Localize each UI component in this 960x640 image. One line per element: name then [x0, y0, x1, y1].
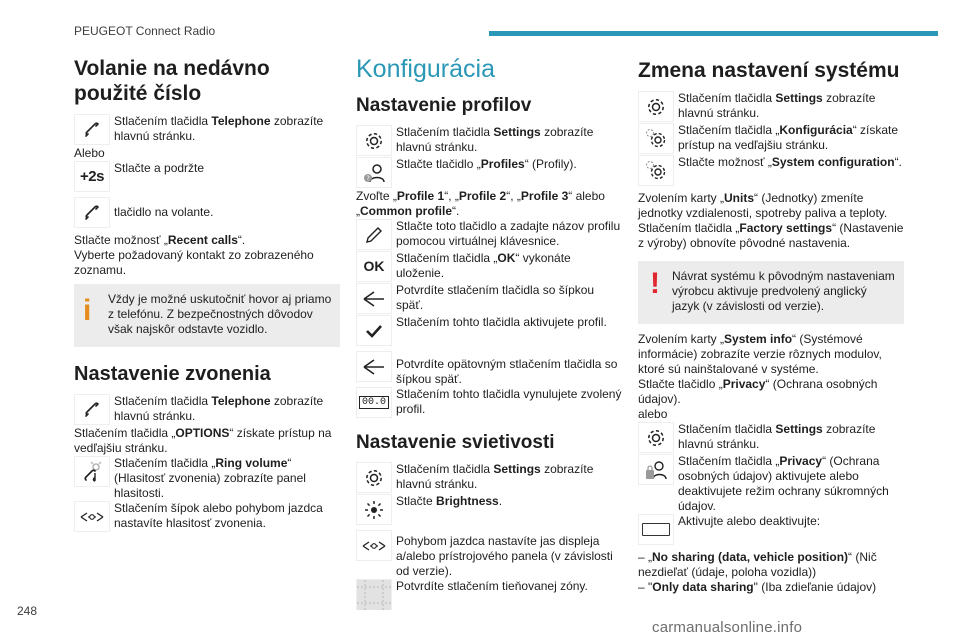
- step-brightness: Stlačte Brightness.: [356, 494, 622, 526]
- brightness-sun-icon[interactable]: [356, 494, 392, 525]
- text-choose-profile: Zvoľte „Profile 1“, „Profile 2“, „Profile 3“ alebo „Common profile“.: [356, 189, 605, 218]
- step-volume-slider: Stlačením šípok alebo pohybom jazdca nastavíte hlasitosť zvonenia.: [74, 501, 340, 533]
- step-profiles: ? Stlačte tlačidlo „Profiles“ (Profily).: [356, 157, 622, 189]
- warning-icon: !: [650, 267, 660, 300]
- slider-arrows-icon[interactable]: [356, 530, 392, 561]
- ok-button-icon[interactable]: OK: [356, 251, 392, 282]
- text-units: Zvolením karty „Units“ (Jednotky) zmeníte jednotky vzdialenosti, spotreby paliva a teploty.: [638, 191, 888, 220]
- header-accent-bar: [489, 31, 938, 36]
- settings-gear-icon[interactable]: [356, 125, 392, 156]
- column-left: [74, 48, 340, 533]
- configuration-gears-icon[interactable]: [638, 155, 674, 186]
- reset-counter-icon[interactable]: 00.0: [356, 387, 392, 418]
- step-ok: OK Stlačením tlačidla „OK“ vykonáte uloženie.: [356, 251, 622, 283]
- list-item-data-sharing: – "Only data sharing" (Iba zdieľanie údajov): [638, 580, 877, 594]
- toggle-switch-icon[interactable]: [638, 514, 674, 545]
- section-title-recent-call: Volanie na nedávno použité číslo: [74, 57, 270, 105]
- step-telephone: Stlačením tlačidla Telephone zobrazíte hlavnú stránku.: [74, 114, 340, 146]
- watermark: carmanualsonline.info: [652, 619, 803, 636]
- list-item-no-sharing: – „No sharing (data, vehicle position)“ (Nič nezdieľať (údaje, poloha vozidla)): [638, 550, 877, 579]
- text-alebo: Alebo: [74, 146, 105, 160]
- settings-gear-icon[interactable]: [356, 462, 392, 493]
- text-factory-settings: Stlačením tlačidla „Factory settings“ (Nastavenie z výroby) obnovíte pôvodné nastavenia.: [638, 221, 904, 250]
- info-icon: i: [83, 294, 92, 327]
- step-steering-button: tlačidlo na volante.: [74, 197, 340, 229]
- section-title-profiles: Nastavenie profilov: [356, 95, 532, 116]
- phone-handset-icon: [74, 197, 110, 228]
- header-title: PEUGEOT Connect Radio: [74, 24, 216, 38]
- configuration-gears-icon[interactable]: [638, 123, 674, 154]
- back-arrow-icon[interactable]: [356, 351, 392, 382]
- privacy-icon[interactable]: [638, 454, 674, 485]
- telephone-icon[interactable]: [74, 394, 110, 425]
- text-recent-calls: Stlačte možnosť „Recent calls“.: [74, 233, 246, 247]
- settings-gear-icon[interactable]: [638, 91, 674, 122]
- svg-text:?: ?: [366, 174, 371, 182]
- slider-arrows-icon[interactable]: [74, 501, 110, 532]
- checkmark-icon[interactable]: [356, 315, 392, 346]
- step-activate: Stlačením tohto tlačidla aktivujete profil.: [356, 315, 622, 347]
- settings-gear-icon[interactable]: [638, 422, 674, 453]
- step-back-2: Potvrdíte opätovným stlačením tlačidla so šípkou späť.: [356, 351, 622, 387]
- step-toggle: Aktivujte alebo deaktivujte:: [638, 514, 904, 546]
- pencil-icon[interactable]: [356, 219, 392, 250]
- text-system-info: Zvolením karty „System info“ (Systémové informácie) zobrazíte verzie rôznych modulov, ktoré sú nainštalované v systéme.: [638, 332, 882, 376]
- column-right: [638, 48, 904, 595]
- step-brightness-settings: Stlačením tlačidla Settings zobrazíte hlavnú stránku.: [356, 462, 622, 494]
- telephone-icon[interactable]: [74, 114, 110, 145]
- section-title-ringtone: Nastavenie zvonenia: [74, 363, 271, 385]
- step-shaded-zone: Potvrdíte stlačením tieňovanej zóny.: [356, 579, 622, 611]
- step-system-configuration: Stlačte možnosť „System configuration“.: [638, 155, 904, 187]
- step-configuration: Stlačením tlačidla „Konfigurácia“ získate prístup na vedľajšiu stránku.: [638, 123, 904, 155]
- section-title-configuration: Konfigurácia: [356, 55, 495, 83]
- step-sys-settings: Stlačením tlačidla Settings zobrazíte hlavnú stránku.: [638, 91, 904, 123]
- back-arrow-icon[interactable]: [356, 283, 392, 314]
- step-edit-name: Stlačte toto tlačidlo a zadajte názov profilu pomocou virtuálnej klávesnice.: [356, 219, 622, 251]
- column-middle: [356, 48, 622, 611]
- info-note: i Vždy je možné uskutočniť hovor aj priamo z telefónu. Z bezpečnostných dôvodov však najskôr odstavte vozidlo.: [74, 284, 340, 347]
- section-title-system-settings: Zmena nastavení systému: [638, 59, 900, 82]
- shaded-zone-icon[interactable]: [356, 579, 392, 610]
- warning-note: ! Návrat systému k pôvodným nastaveniam výrobcu aktivuje predvolený anglický jazyk (v závislosti od verzie).: [638, 261, 904, 324]
- step-reset: 00.0 Stlačením tohto tlačidla vynulujete zvolený profil.: [356, 387, 622, 419]
- text-select-contact: Vyberte požadovaný kontakt zo zobrazeného zoznamu.: [74, 248, 314, 277]
- text-options: Stlačením tlačidla „OPTIONS“ získate prístup na vedľajšiu stránku.: [74, 426, 332, 455]
- step-ring-volume: Stlačením tlačidla „Ring volume“ (Hlasitosť zvonenia) zobrazíte panel hlasitosti.: [74, 456, 340, 501]
- step-press-hold: +2s Stlačte a podržte: [74, 161, 340, 193]
- step-privacy: Stlačením tlačidla „Privacy“ (Ochrana osobných údajov) aktivujete alebo deaktivujete režim ochrany súkromných údajov.: [638, 454, 904, 514]
- step-back-1: Potvrdíte stlačením tlačidla so šípkou späť.: [356, 283, 622, 315]
- page-number: 248: [17, 604, 38, 618]
- profile-user-icon[interactable]: [356, 157, 392, 188]
- step-brightness-slider: Pohybom jazdca nastavíte jas displeja a/alebo prístrojového panela (v závislosti od verzie).: [356, 530, 622, 579]
- step-settings: Stlačením tlačidla Settings zobrazíte hlavnú stránku.: [356, 125, 622, 157]
- step-privacy-settings: Stlačením tlačidla Settings zobrazíte hlavnú stránku.: [638, 422, 904, 454]
- section-title-brightness: Nastavenie svietivosti: [356, 432, 555, 453]
- text-privacy: Stlačte tlačidlo „Privacy“ (Ochrana osobných údajov).: [638, 377, 878, 406]
- text-alebo: alebo: [638, 407, 668, 421]
- step-ring-telephone: Stlačením tlačidla Telephone zobrazíte hlavnú stránku.: [74, 394, 340, 426]
- plus-2s-icon: +2s: [74, 161, 110, 192]
- ring-volume-icon[interactable]: [74, 456, 110, 487]
